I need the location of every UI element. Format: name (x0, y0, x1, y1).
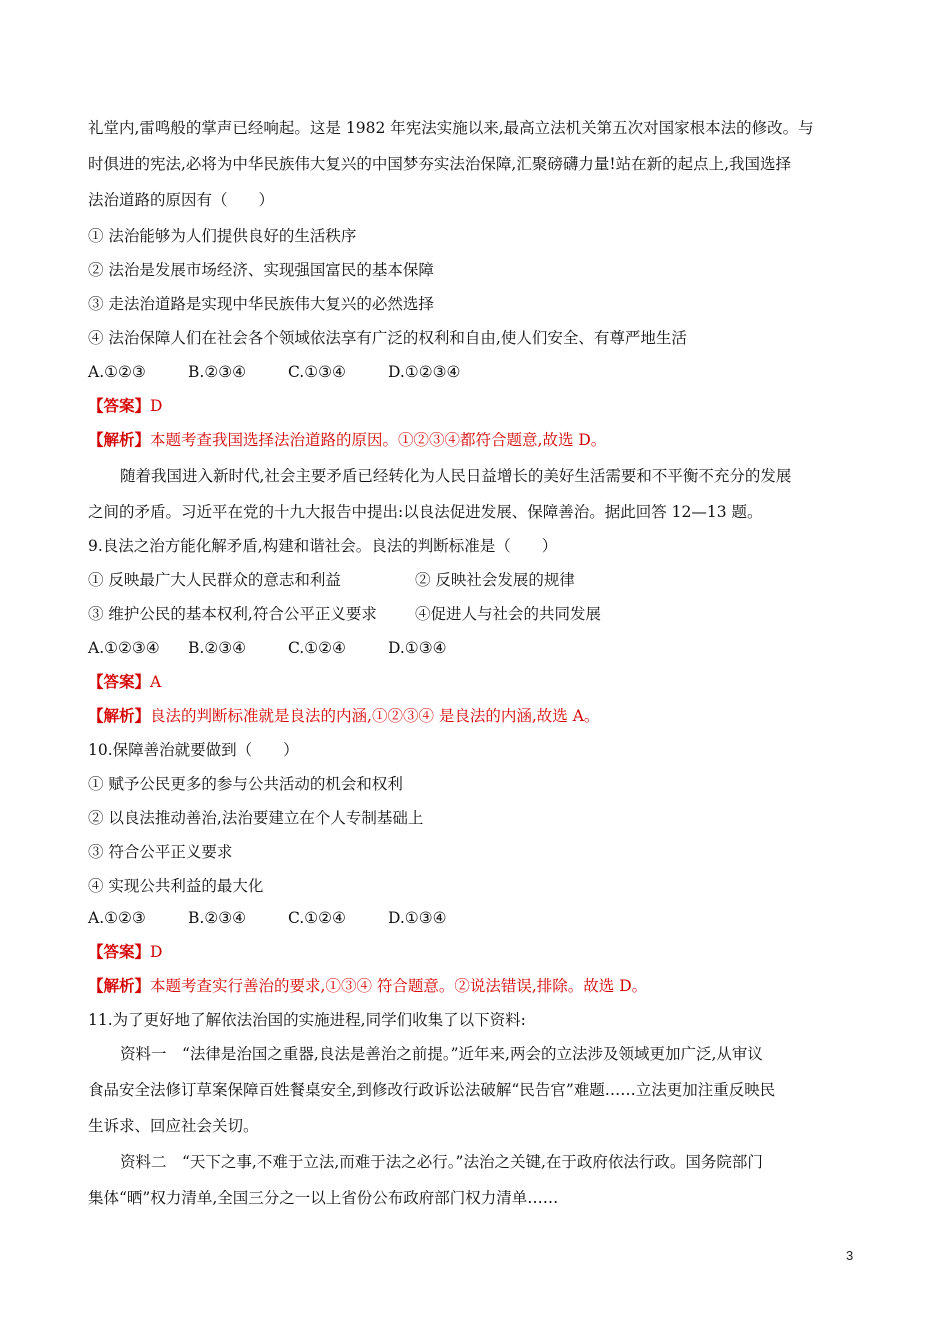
q10-answer (88, 940, 162, 964)
q10-item-3: ③ 符合公平正义要求 (88, 843, 233, 861)
q10-option-c: C.①②④ (288, 909, 346, 927)
material-2-line: 资料二 “天下之事,不难于立法,而难于法之必行。”法治之关键,在于政府依法行政。国务院部门 (120, 1153, 763, 1171)
q8-option-b: B.②③④ (188, 363, 247, 381)
analysis-tag: 【解析】 (88, 976, 151, 995)
q9-options (88, 636, 447, 660)
analysis-text: 本题考查我国选择法治道路的原因。①②③④都符合题意,故选 D。 (150, 431, 607, 449)
analysis-tag: 【解析】 (88, 430, 151, 449)
q8-item-3: ③ 走法治道路是实现中华民族伟大复兴的必然选择 (88, 295, 434, 313)
material-1-line: 食品安全法修订草案保障百姓餐桌安全,到修改行政诉讼法破解“民告官”难题……立法更加注重反映民 (88, 1081, 776, 1099)
q9-analysis (88, 704, 599, 728)
q9-item-4: ④促进人与社会的共同发展 (415, 605, 602, 623)
q8-stem: 法治道路的原因有（ ） (88, 191, 275, 209)
q8-analysis (88, 428, 606, 452)
q10-options (88, 906, 447, 930)
answer-tag: 【答案】 (88, 672, 151, 691)
material-1-line: 资料一 “法律是治国之重器,良法是善治之前提。”近年来,两会的立法涉及领域更加广泛,从审议 (120, 1045, 763, 1063)
answer-value: A (150, 673, 162, 691)
q11-stem: 11.为了更好地了解依法治国的实施进程,同学们收集了以下资料: (88, 1011, 526, 1029)
analysis-tag: 【解析】 (88, 706, 151, 725)
q9-option-c: C.①②④ (288, 639, 346, 657)
passage-line: 随着我国进入新时代,社会主要矛盾已经转化为人民日益增长的美好生活需要和不平衡不充分的发展 (120, 467, 792, 485)
answer-value: D (150, 397, 163, 415)
q8-option-d: D.①②③④ (388, 363, 461, 381)
q8-item-1: ① 法治能够为人们提供良好的生活秩序 (88, 227, 357, 245)
q9-stem: 9.良法之治方能化解矛盾,构建和谐社会。良法的判断标准是（ ） (88, 537, 558, 555)
q8-item-2: ② 法治是发展市场经济、实现强国富民的基本保障 (88, 261, 434, 279)
material-1-line: 生诉求、回应社会关切。 (88, 1117, 259, 1135)
analysis-text: 良法的判断标准就是良法的内涵,①②③④ 是良法的内涵,故选 A。 (150, 707, 600, 725)
q10-stem: 10.保障善治就要做到（ ） (88, 741, 299, 759)
page-number: 3 (846, 1248, 854, 1263)
passage-line: 之间的矛盾。习近平在党的十九大报告中提出:以良法促进发展、保障善治。据此回答 12—13 题。 (88, 503, 763, 521)
q9-items-row (88, 568, 575, 592)
text-line: 礼堂内,雷鸣般的掌声已经响起。这是 1982 年宪法实施以来,最高立法机关第五次对国家根本法的修改。与 (88, 119, 814, 137)
q8-options (88, 360, 460, 384)
answer-value: D (150, 943, 163, 961)
q9-item-3: ③ 维护公民的基本权利,符合公平正义要求 (88, 605, 377, 623)
q9-option-d: D.①③④ (388, 639, 447, 657)
q10-analysis (88, 974, 647, 998)
q10-item-1: ① 赋予公民更多的参与公共活动的机会和权利 (88, 775, 403, 793)
q10-option-a: A.①②③ (88, 909, 146, 927)
q10-item-4: ④ 实现公共利益的最大化 (88, 877, 264, 895)
analysis-text: 本题考查实行善治的要求,①③④ 符合题意。②说法错误,排除。故选 D。 (150, 977, 648, 995)
q9-option-b: B.②③④ (188, 639, 247, 657)
q9-item-2: ② 反映社会发展的规律 (415, 571, 575, 589)
q10-item-2: ② 以良法推动善治,法治要建立在个人专制基础上 (88, 809, 424, 827)
q8-item-4: ④ 法治保障人们在社会各个领域依法享有广泛的权利和自由,使人们安全、有尊严地生活 (88, 329, 687, 347)
material-2-line: 集体“晒”权力清单,全国三分之一以上省份公布政府部门权力清单…… (88, 1189, 559, 1207)
q8-option-c: C.①③④ (288, 363, 346, 381)
q9-option-a: A.①②③④ (88, 639, 160, 657)
q9-answer (88, 670, 161, 694)
text-line: 时俱进的宪法,必将为中华民族伟大复兴的中国梦夯实法治保障,汇聚磅礴力量!站在新的起点上,我国选择 (88, 155, 792, 173)
q8-answer (88, 394, 162, 418)
q9-item-1: ① 反映最广大人民群众的意志和利益 (88, 571, 341, 589)
q9-items-row (88, 602, 601, 626)
answer-tag: 【答案】 (88, 942, 151, 961)
answer-tag: 【答案】 (88, 396, 151, 415)
q10-option-b: B.②③④ (188, 909, 247, 927)
q8-option-a: A.①②③ (88, 363, 146, 381)
q10-option-d: D.①③④ (388, 909, 447, 927)
